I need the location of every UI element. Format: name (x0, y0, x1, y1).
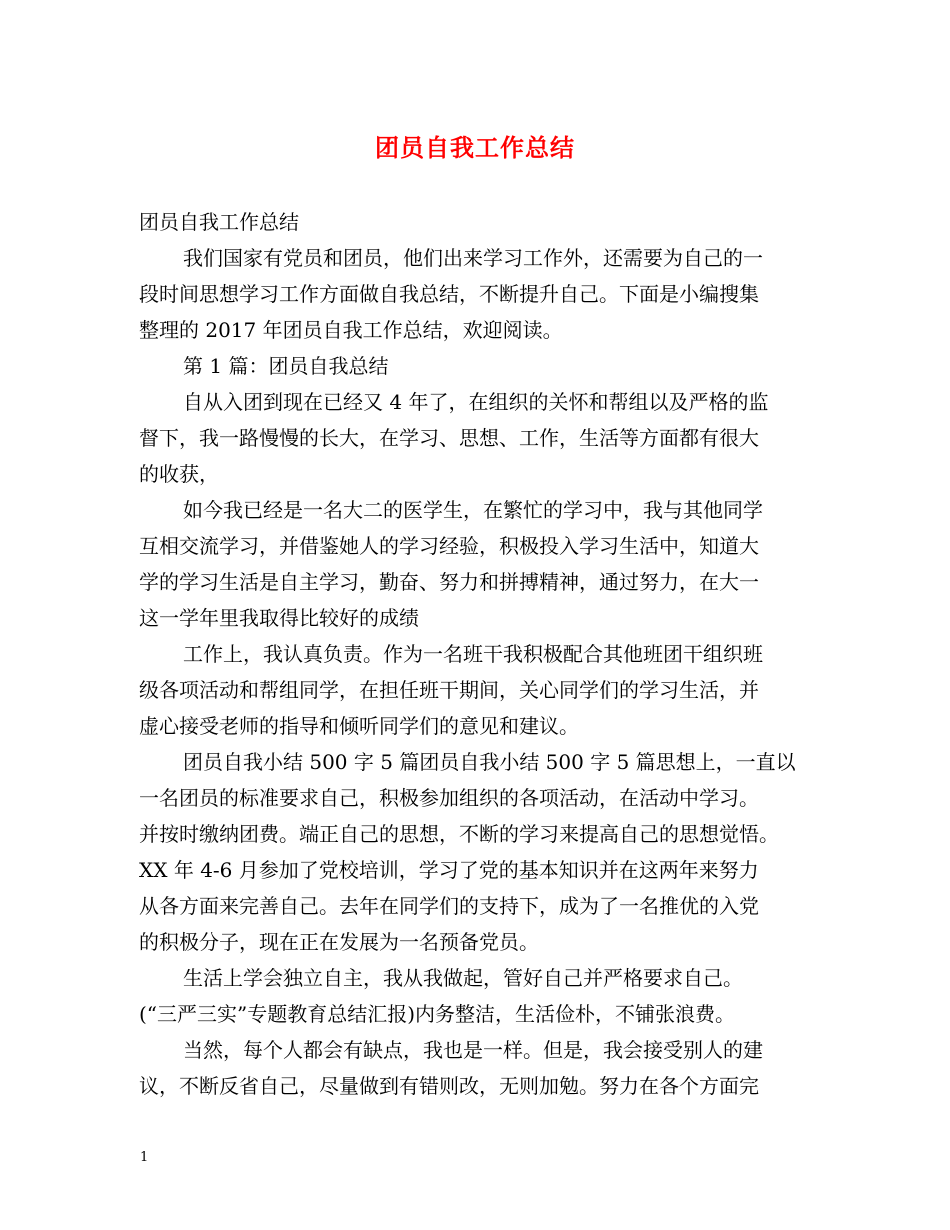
body-line: 这一学年里我取得比较好的成绩 (139, 606, 419, 630)
body-line: 互相交流学习，并借鉴她人的学习经验，积极投入学习生活中，知道大 (139, 534, 759, 558)
body-line: 第 1 篇：团员自我总结 (183, 354, 389, 378)
body-line: 工作上，我认真负责。作为一名班干我积极配合其他班团干组织班 (183, 642, 763, 666)
page-number: 1 (140, 1150, 149, 1165)
body-line: 议，不断反省自己，尽量做到有错则改，无则加勉。努力在各个方面完 (139, 1074, 759, 1098)
document-body (139, 204, 819, 1104)
body-line: 自从入团到现在已经又 4 年了，在组织的关怀和帮组以及严格的监 (183, 390, 769, 414)
body-line: 团员自我工作总结 (139, 210, 299, 234)
body-line: 虚心接受老师的指导和倾听同学们的意见和建议。 (139, 714, 579, 738)
body-line: 学的学习生活是自主学习，勤奋、努力和拼搏精神，通过努力，在大一 (139, 570, 759, 594)
body-line: 督下，我一路慢慢的长大，在学习、思想、工作，生活等方面都有很大 (139, 426, 759, 450)
body-line: 的积极分子，现在正在发展为一名预备党员。 (139, 930, 539, 954)
body-line: 整理的 2017 年团员自我工作总结，欢迎阅读。 (139, 318, 563, 342)
body-line: 段时间思想学习工作方面做自我总结，不断提升自己。下面是小编搜集 (139, 282, 759, 306)
body-line: 一名团员的标准要求自己，积极参加组织的各项活动，在活动中学习。 (139, 786, 759, 810)
document-title: 团员自我工作总结 (375, 133, 575, 162)
body-line: 级各项活动和帮组同学，在担任班干期间，关心同学们的学习生活，并 (139, 678, 759, 702)
body-line: 当然，每个人都会有缺点，我也是一样。但是，我会接受别人的建 (183, 1038, 763, 1062)
body-line: 并按时缴纳团费。端正自己的思想，不断的学习来提高自己的思想觉悟。 (139, 822, 779, 846)
body-line: 生活上学会独立自主，我从我做起，管好自己并严格要求自己。 (183, 966, 743, 990)
body-line: 我们国家有党员和团员，他们出来学习工作外，还需要为自己的一 (183, 246, 763, 270)
body-line: 从各方面来完善自己。去年在同学们的支持下，成为了一名推优的入党 (139, 894, 759, 918)
body-line: 团员自我小结 500 字 5 篇团员自我小结 500 字 5 篇思想上，一直以 (183, 750, 796, 774)
body-line: 的收获， (139, 462, 219, 486)
body-line: XX 年 4-6 月参加了党校培训，学习了党的基本知识并在这两年来努力 (139, 858, 759, 882)
body-line: (“三严三实”专题教育总结汇报)内务整洁，生活俭朴，不铺张浪费。 (139, 1002, 736, 1026)
body-line: 如今我已经是一名大二的医学生，在繁忙的学习中，我与其他同学 (183, 498, 763, 522)
